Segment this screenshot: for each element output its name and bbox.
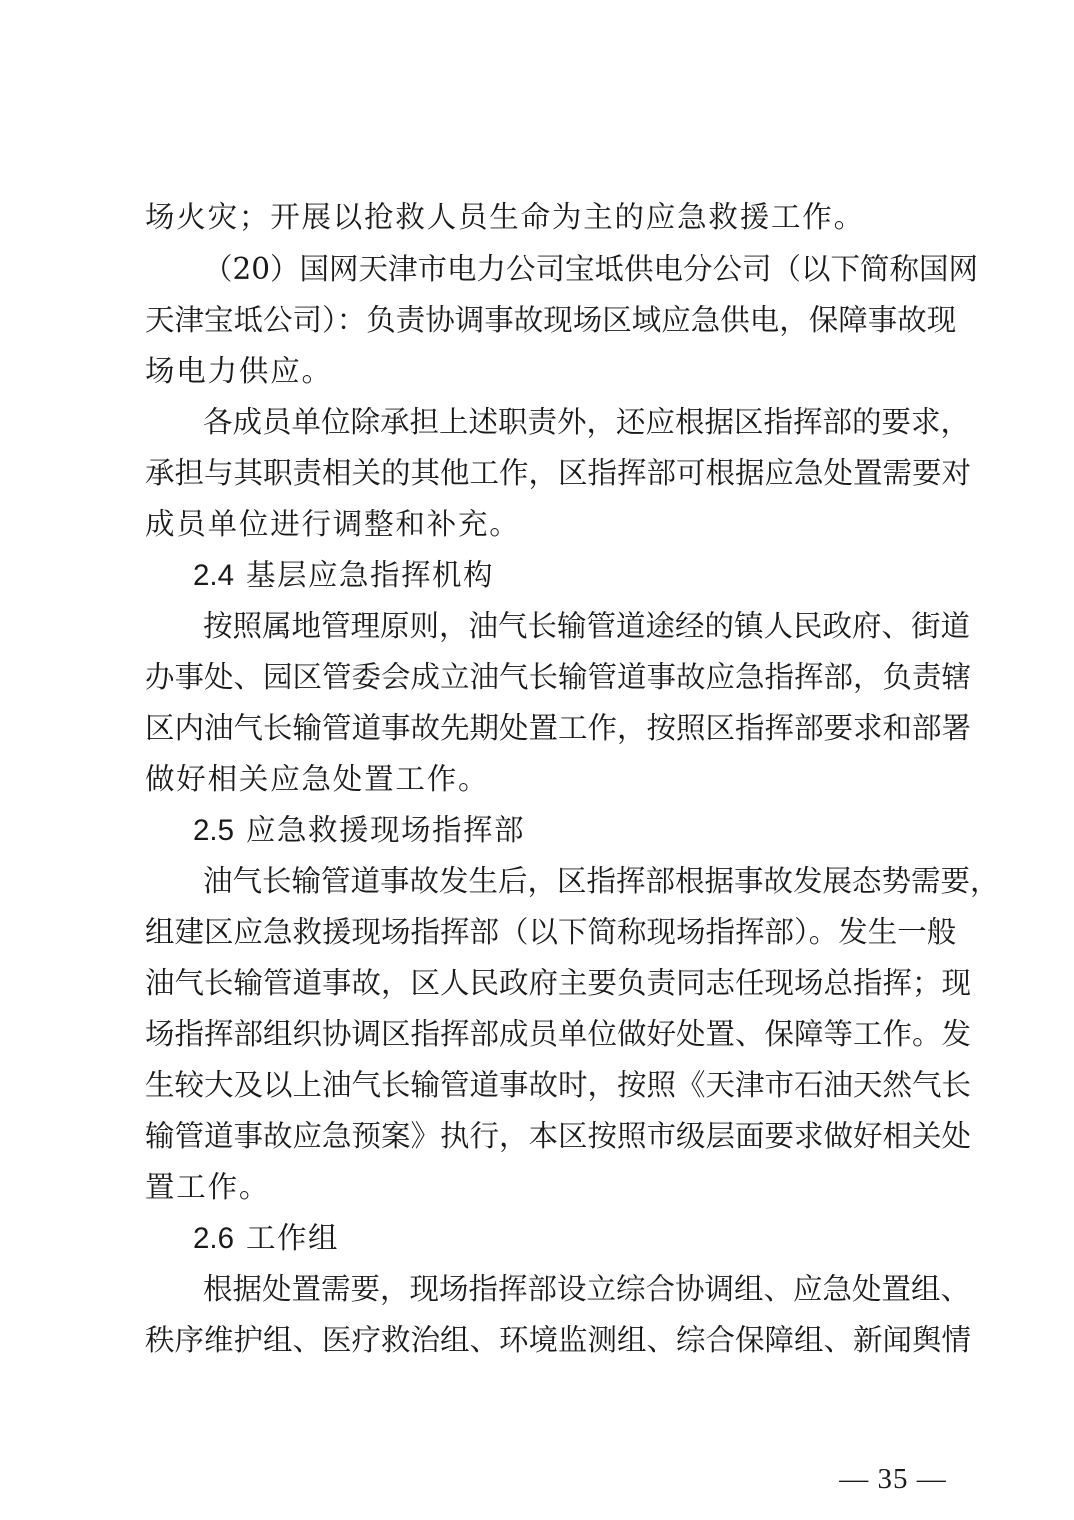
page-number: — 35 — xyxy=(839,1463,947,1495)
paragraph-line: 承担与其职责相关的其他工作，区指挥部可根据应急处置需要对 xyxy=(145,456,972,490)
paragraph-line: 生较大及以上油气长输管道事故时，按照《天津市石油天然气长 xyxy=(145,1068,972,1102)
section-heading-2-4 xyxy=(193,547,494,603)
paragraph-line: 组建区应急救援现场指挥部（以下简称现场指挥部）。发生一般 xyxy=(145,915,957,949)
paragraph-line: （20）国网天津市电力公司宝坻供电分公司（以下简称国网 xyxy=(203,252,979,286)
paragraph-line: 场指挥部组织协调区指挥部成员单位做好处置、保障等工作。发 xyxy=(145,1017,972,1051)
section-number: 2.6 xyxy=(193,1222,235,1255)
section-number: 2.4 xyxy=(193,559,235,592)
paragraph-line: 办事处、园区管委会成立油气长输管道事故应急指挥部，负责辖 xyxy=(145,660,972,694)
paragraph-line: 区内油气长输管道事故先期处置工作，按照区指挥部要求和部署 xyxy=(145,711,972,745)
paragraph-line: 油气长输管道事故发生后，区指挥部根据事故发展态势需要， xyxy=(203,864,1000,898)
section-title: 应急救援现场指挥部 xyxy=(246,813,526,847)
paragraph-line: 按照属地管理原则，油气长输管道途经的镇人民政府、街道 xyxy=(203,609,971,643)
paragraph-line: 天津宝坻公司）：负责协调事故现场区域应急供电，保障事故现 xyxy=(145,303,957,337)
section-heading-2-6 xyxy=(193,1210,339,1266)
paragraph-line: 油气长输管道事故，区人民政府主要负责同志任现场总指挥；现 xyxy=(145,966,972,1000)
paragraph-line: 成员单位进行调整和补充。 xyxy=(145,507,521,541)
paragraph-line: 输管道事故应急预案》执行，本区按照市级层面要求做好相关处 xyxy=(145,1119,972,1153)
section-title: 工作组 xyxy=(246,1221,340,1255)
paragraph-line: 根据处置需要，现场指挥部设立综合协调组、应急处置组、 xyxy=(203,1272,971,1306)
paragraph-line: 做好相关应急处置工作。 xyxy=(145,762,490,796)
paragraph-line: 场火灾；开展以抢救人员生命为主的应急救援工作。 xyxy=(145,200,865,234)
section-title: 基层应急指挥机构 xyxy=(246,558,495,592)
paragraph-line: 场电力供应。 xyxy=(145,354,333,388)
paragraph-line: 秩序维护组、医疗救治组、环境监测组、综合保障组、新闻舆情 xyxy=(145,1323,972,1357)
section-heading-2-5 xyxy=(193,802,525,858)
paragraph-line: 置工作。 xyxy=(145,1170,271,1204)
paragraph-line: 各成员单位除承担上述职责外，还应根据区指挥部的要求， xyxy=(203,405,971,439)
section-number: 2.5 xyxy=(193,814,235,847)
